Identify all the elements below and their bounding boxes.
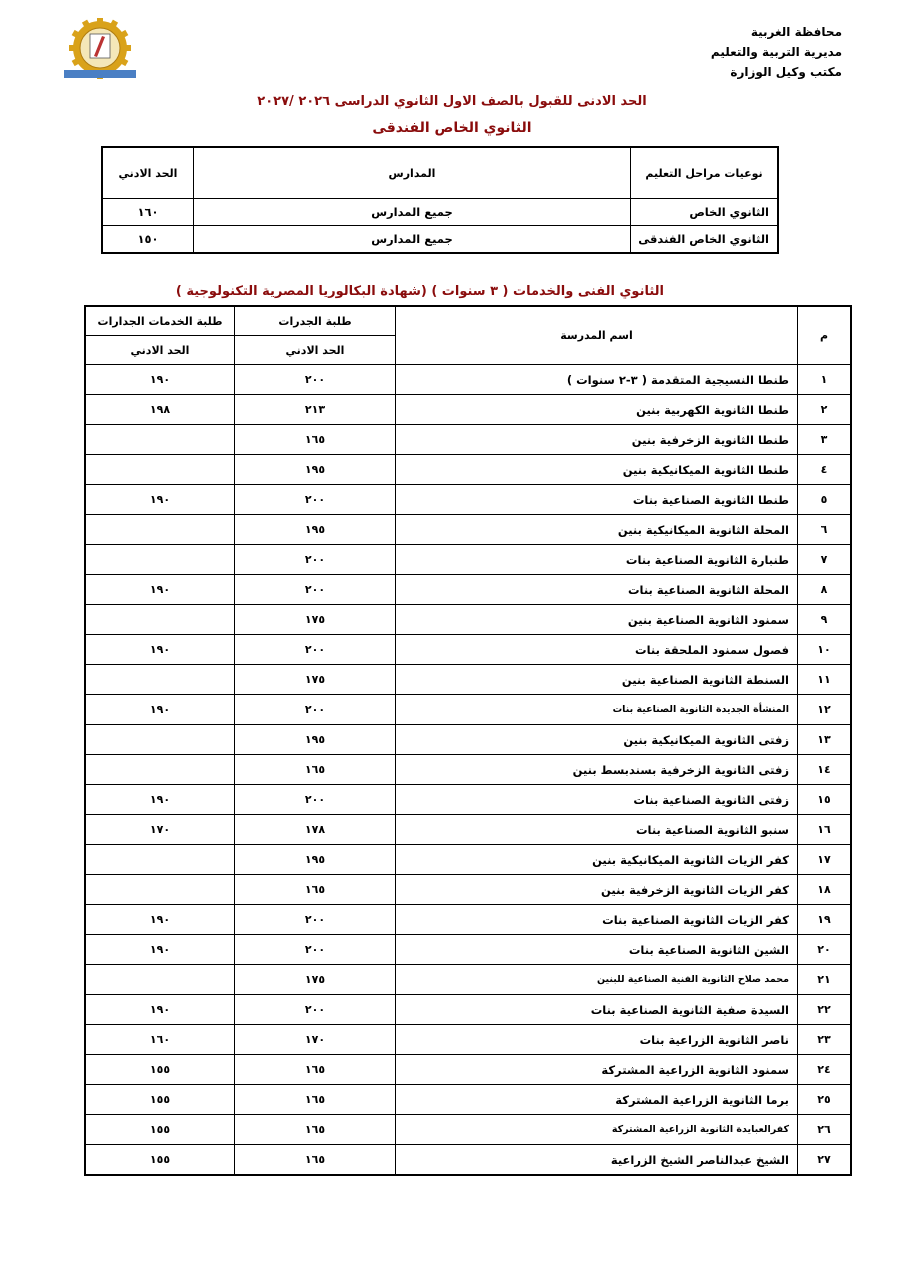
- table2-cell-col2: ١٩٠: [85, 995, 235, 1025]
- table2-cell-school: كفر الزيات الثانوية الزخرفية بنين: [396, 875, 798, 905]
- table2-cell-col2: ١٩٠: [85, 575, 235, 605]
- table2-cell-col1: ١٦٥: [235, 875, 396, 905]
- table2-cell-col1: ٢٠٠: [235, 935, 396, 965]
- table2-cell-col1: ٢٠٠: [235, 695, 396, 725]
- table2-cell-col2: ١٩٠: [85, 695, 235, 725]
- table2-cell-school: سمنود الثانوية الزراعية المشتركة: [396, 1055, 798, 1085]
- table2-cell-col2: [85, 755, 235, 785]
- table2-cell-school: برما الثانوية الزراعية المشتركة: [396, 1085, 798, 1115]
- table2-header-index: م: [798, 306, 852, 365]
- table1-cell-min: ١٥٠: [102, 226, 194, 254]
- table-row: [85, 935, 851, 965]
- table1-header-type: نوعيات مراحل التعليم: [631, 147, 779, 199]
- header-line-directorate: مديرية التربية والتعليم: [710, 45, 842, 59]
- table2-cell-school: الشين الثانوية الصناعية بنات: [396, 935, 798, 965]
- table2-cell-col1: ١٩٥: [235, 455, 396, 485]
- table2-cell-index: ٣: [798, 425, 852, 455]
- table2-cell-col1: ١٩٥: [235, 515, 396, 545]
- table2-cell-col2: ١٩٨: [85, 395, 235, 425]
- table-row: [85, 695, 851, 725]
- table-row: [85, 365, 851, 395]
- table2-cell-school: محمد صلاح الثانوية الفنية الصناعية للبنين: [396, 965, 798, 995]
- table1-header-min: الحد الادني: [102, 147, 194, 199]
- table2-cell-col2: ١٥٥: [85, 1145, 235, 1176]
- table2-cell-col2: ١٧٠: [85, 815, 235, 845]
- table-row: [85, 665, 851, 695]
- table2-cell-col1: ١٦٥: [235, 1055, 396, 1085]
- table2-cell-col2: [85, 515, 235, 545]
- table-row: [85, 635, 851, 665]
- table-row: [85, 485, 851, 515]
- table2-cell-col2: ١٩٠: [85, 785, 235, 815]
- table1-cell-type: الثانوي الخاص: [631, 199, 779, 226]
- table2-cell-col1: ١٦٥: [235, 755, 396, 785]
- table1-cell-type: الثانوي الخاص الفندقى: [631, 226, 779, 254]
- table2-cell-col1: ١٧٥: [235, 665, 396, 695]
- header-line-governorate: محافظة الغربية: [750, 25, 842, 39]
- table2-cell-col1: ٢٠٠: [235, 635, 396, 665]
- table2-cell-school: زفتى الثانوية الزخرفية بسندبسط بنين: [396, 755, 798, 785]
- table2-cell-col2: ١٦٠: [85, 1025, 235, 1055]
- table2-cell-col1: ١٧٥: [235, 605, 396, 635]
- table2-cell-col2: ١٩٠: [85, 635, 235, 665]
- table-row: [85, 875, 851, 905]
- table1-cell-schools: جميع المدارس: [194, 199, 631, 226]
- table2-cell-index: ٢٢: [798, 995, 852, 1025]
- gear-logo-icon: [60, 18, 140, 80]
- table-row: [85, 905, 851, 935]
- table2-cell-col2: [85, 605, 235, 635]
- table2-cell-school: فصول سمنود الملحقة بنات: [396, 635, 798, 665]
- table2-cell-school: كفر الزيات الثانوية الميكانيكية بنين: [396, 845, 798, 875]
- table-row: [85, 995, 851, 1025]
- table2-cell-col1: ١٧٨: [235, 815, 396, 845]
- table-row: [85, 395, 851, 425]
- table2-cell-index: ٢: [798, 395, 852, 425]
- table2-cell-index: ١٥: [798, 785, 852, 815]
- table-row: [85, 605, 851, 635]
- sub-title: الثانوي الخاص الفندقى: [372, 120, 532, 136]
- table-row: [85, 1145, 851, 1176]
- table1-cell-min: ١٦٠: [102, 199, 194, 226]
- table-row: [85, 515, 851, 545]
- section2-title: الثانوي الفنى والخدمات ( ٣ سنوات ) (شهادة البكالوريا المصرية التكنولوجية ): [175, 284, 664, 299]
- table2-cell-school: طنطا الثانوية الصناعية بنات: [396, 485, 798, 515]
- table2-cell-index: ٨: [798, 575, 852, 605]
- table1-cell-schools: جميع المدارس: [194, 226, 631, 254]
- table2-cell-col1: ١٧٠: [235, 1025, 396, 1055]
- table-row: [85, 785, 851, 815]
- table2-cell-col1: ٢٠٠: [235, 995, 396, 1025]
- table2-cell-index: ٢٥: [798, 1085, 852, 1115]
- table2-cell-index: ٢٧: [798, 1145, 852, 1176]
- table2-cell-index: ١٢: [798, 695, 852, 725]
- table2-cell-col2: ١٩٠: [85, 935, 235, 965]
- table-row: [85, 1055, 851, 1085]
- table2-cell-col1: ١٦٥: [235, 1085, 396, 1115]
- table1-row: [102, 226, 778, 254]
- table2-cell-col2: [85, 875, 235, 905]
- table2-cell-index: ٢٦: [798, 1115, 852, 1145]
- table2-cell-index: ٢٤: [798, 1055, 852, 1085]
- table2-cell-school: طنبارة الثانوية الصناعية بنات: [396, 545, 798, 575]
- table2-cell-index: ١٩: [798, 905, 852, 935]
- table-row: [85, 1115, 851, 1145]
- table-row: [85, 755, 851, 785]
- table2-header-col2-bottom: الحد الادني: [85, 336, 235, 365]
- table2-cell-col1: ٢٠٠: [235, 785, 396, 815]
- table-row: [85, 1085, 851, 1115]
- table2-cell-col2: ١٥٥: [85, 1115, 235, 1145]
- table2-cell-school: الشيخ عبدالناصر الشيخ الزراعية: [396, 1145, 798, 1176]
- table-row: [85, 815, 851, 845]
- table2-cell-school: طنطا الثانوية الكهربية بنين: [396, 395, 798, 425]
- table2-cell-index: ١٠: [798, 635, 852, 665]
- main-title: الحد الادنى للقبول بالصف الاول الثانوي الدراسى ٢٠٢٦ /٢٠٢٧: [257, 94, 647, 109]
- table2-cell-index: ١٨: [798, 875, 852, 905]
- table2-cell-col2: [85, 545, 235, 575]
- table2-cell-col1: ١٧٥: [235, 965, 396, 995]
- table-row: [85, 575, 851, 605]
- table2-cell-col1: ٢٠٠: [235, 575, 396, 605]
- table2-cell-col2: [85, 665, 235, 695]
- table-row: [85, 725, 851, 755]
- table2-cell-school: سنبو الثانوية الصناعية بنات: [396, 815, 798, 845]
- table2-cell-school: كفرالعبايدة الثانوية الزراعية المشتركة: [396, 1115, 798, 1145]
- private-schools-table: [101, 146, 779, 254]
- table2-cell-school: السنطة الثانوية الصناعية بنين: [396, 665, 798, 695]
- table2-cell-index: ٤: [798, 455, 852, 485]
- table2-cell-col1: ١٩٥: [235, 725, 396, 755]
- table1-header-schools: المدارس: [194, 147, 631, 199]
- table2-cell-index: ١١: [798, 665, 852, 695]
- table2-cell-col1: ٢٠٠: [235, 545, 396, 575]
- table2-cell-col2: ١٩٠: [85, 485, 235, 515]
- table2-header-col1-top: طلبة الجدرات: [235, 306, 396, 336]
- table2-cell-col1: ٢١٣: [235, 395, 396, 425]
- table2-cell-school: المنشأة الجديدة الثانوية الصناعية بنات: [396, 695, 798, 725]
- table2-cell-col2: [85, 425, 235, 455]
- table2-cell-index: ١٧: [798, 845, 852, 875]
- table2-cell-col1: ٢٠٠: [235, 485, 396, 515]
- table2-cell-index: ١٦: [798, 815, 852, 845]
- table2-cell-school: المحلة الثانوية الصناعية بنات: [396, 575, 798, 605]
- table2-cell-index: ٦: [798, 515, 852, 545]
- table1-row: [102, 199, 778, 226]
- table2-header-row-top: [85, 306, 851, 336]
- table2-cell-col1: ٢٠٠: [235, 905, 396, 935]
- table-row: [85, 1025, 851, 1055]
- table2-cell-col2: ١٩٠: [85, 905, 235, 935]
- table2-cell-school: المحلة الثانوية الميكانيكية بنين: [396, 515, 798, 545]
- table2-cell-school: زفتى الثانوية الصناعية بنات: [396, 785, 798, 815]
- table2-cell-index: ١٤: [798, 755, 852, 785]
- table2-cell-index: ٩: [798, 605, 852, 635]
- table2-cell-col2: ١٩٠: [85, 365, 235, 395]
- table2-cell-index: ٢٠: [798, 935, 852, 965]
- table-row: [85, 965, 851, 995]
- table2-cell-col2: [85, 965, 235, 995]
- table2-cell-school: طنطا الثانوية الزخرفية بنين: [396, 425, 798, 455]
- table2-cell-school: طنطا الثانوية الميكانيكية بنين: [396, 455, 798, 485]
- table-row: [85, 845, 851, 875]
- table2-cell-col2: [85, 455, 235, 485]
- table2-cell-index: ٧: [798, 545, 852, 575]
- table2-cell-col1: ٢٠٠: [235, 365, 396, 395]
- issuer-header: [711, 22, 842, 82]
- table1-header-row: [102, 147, 778, 199]
- table2-cell-school: طنطا النسيجية المتقدمة ( ٣-٢ سنوات ): [396, 365, 798, 395]
- table2-cell-school: ناصر الثانوية الزراعية بنات: [396, 1025, 798, 1055]
- table2-cell-col2: ١٥٥: [85, 1085, 235, 1115]
- table2-cell-school: زفتى الثانوية الميكانيكية بنين: [396, 725, 798, 755]
- table2-cell-col2: [85, 845, 235, 875]
- table2-header-school: اسم المدرسة: [396, 306, 798, 365]
- table2-header-col2-top: طلبة الخدمات الجدارات: [85, 306, 235, 336]
- table2-cell-col1: ١٦٥: [235, 1115, 396, 1145]
- table2-cell-school: سمنود الثانوية الصناعية بنين: [396, 605, 798, 635]
- table2-cell-col2: ١٥٥: [85, 1055, 235, 1085]
- table2-cell-col1: ١٦٥: [235, 425, 396, 455]
- table2-cell-index: ٢١: [798, 965, 852, 995]
- table2-cell-index: ١: [798, 365, 852, 395]
- table2-cell-index: ١٣: [798, 725, 852, 755]
- table-row: [85, 545, 851, 575]
- table2-cell-school: السيدة صفية الثانوية الصناعية بنات: [396, 995, 798, 1025]
- table2-cell-school: كفر الزيات الثانوية الصناعية بنات: [396, 905, 798, 935]
- table2-header-col1-bottom: الحد الادني: [235, 336, 396, 365]
- technical-schools-table: [84, 305, 852, 1176]
- table-row: [85, 425, 851, 455]
- table2-cell-index: ٥: [798, 485, 852, 515]
- table2-cell-col1: ١٦٥: [235, 1145, 396, 1176]
- header-line-office: مكتب وكيل الوزارة: [730, 65, 842, 79]
- table2-cell-index: ٢٣: [798, 1025, 852, 1055]
- table2-cell-col2: [85, 725, 235, 755]
- table2-cell-col1: ١٩٥: [235, 845, 396, 875]
- table-row: [85, 455, 851, 485]
